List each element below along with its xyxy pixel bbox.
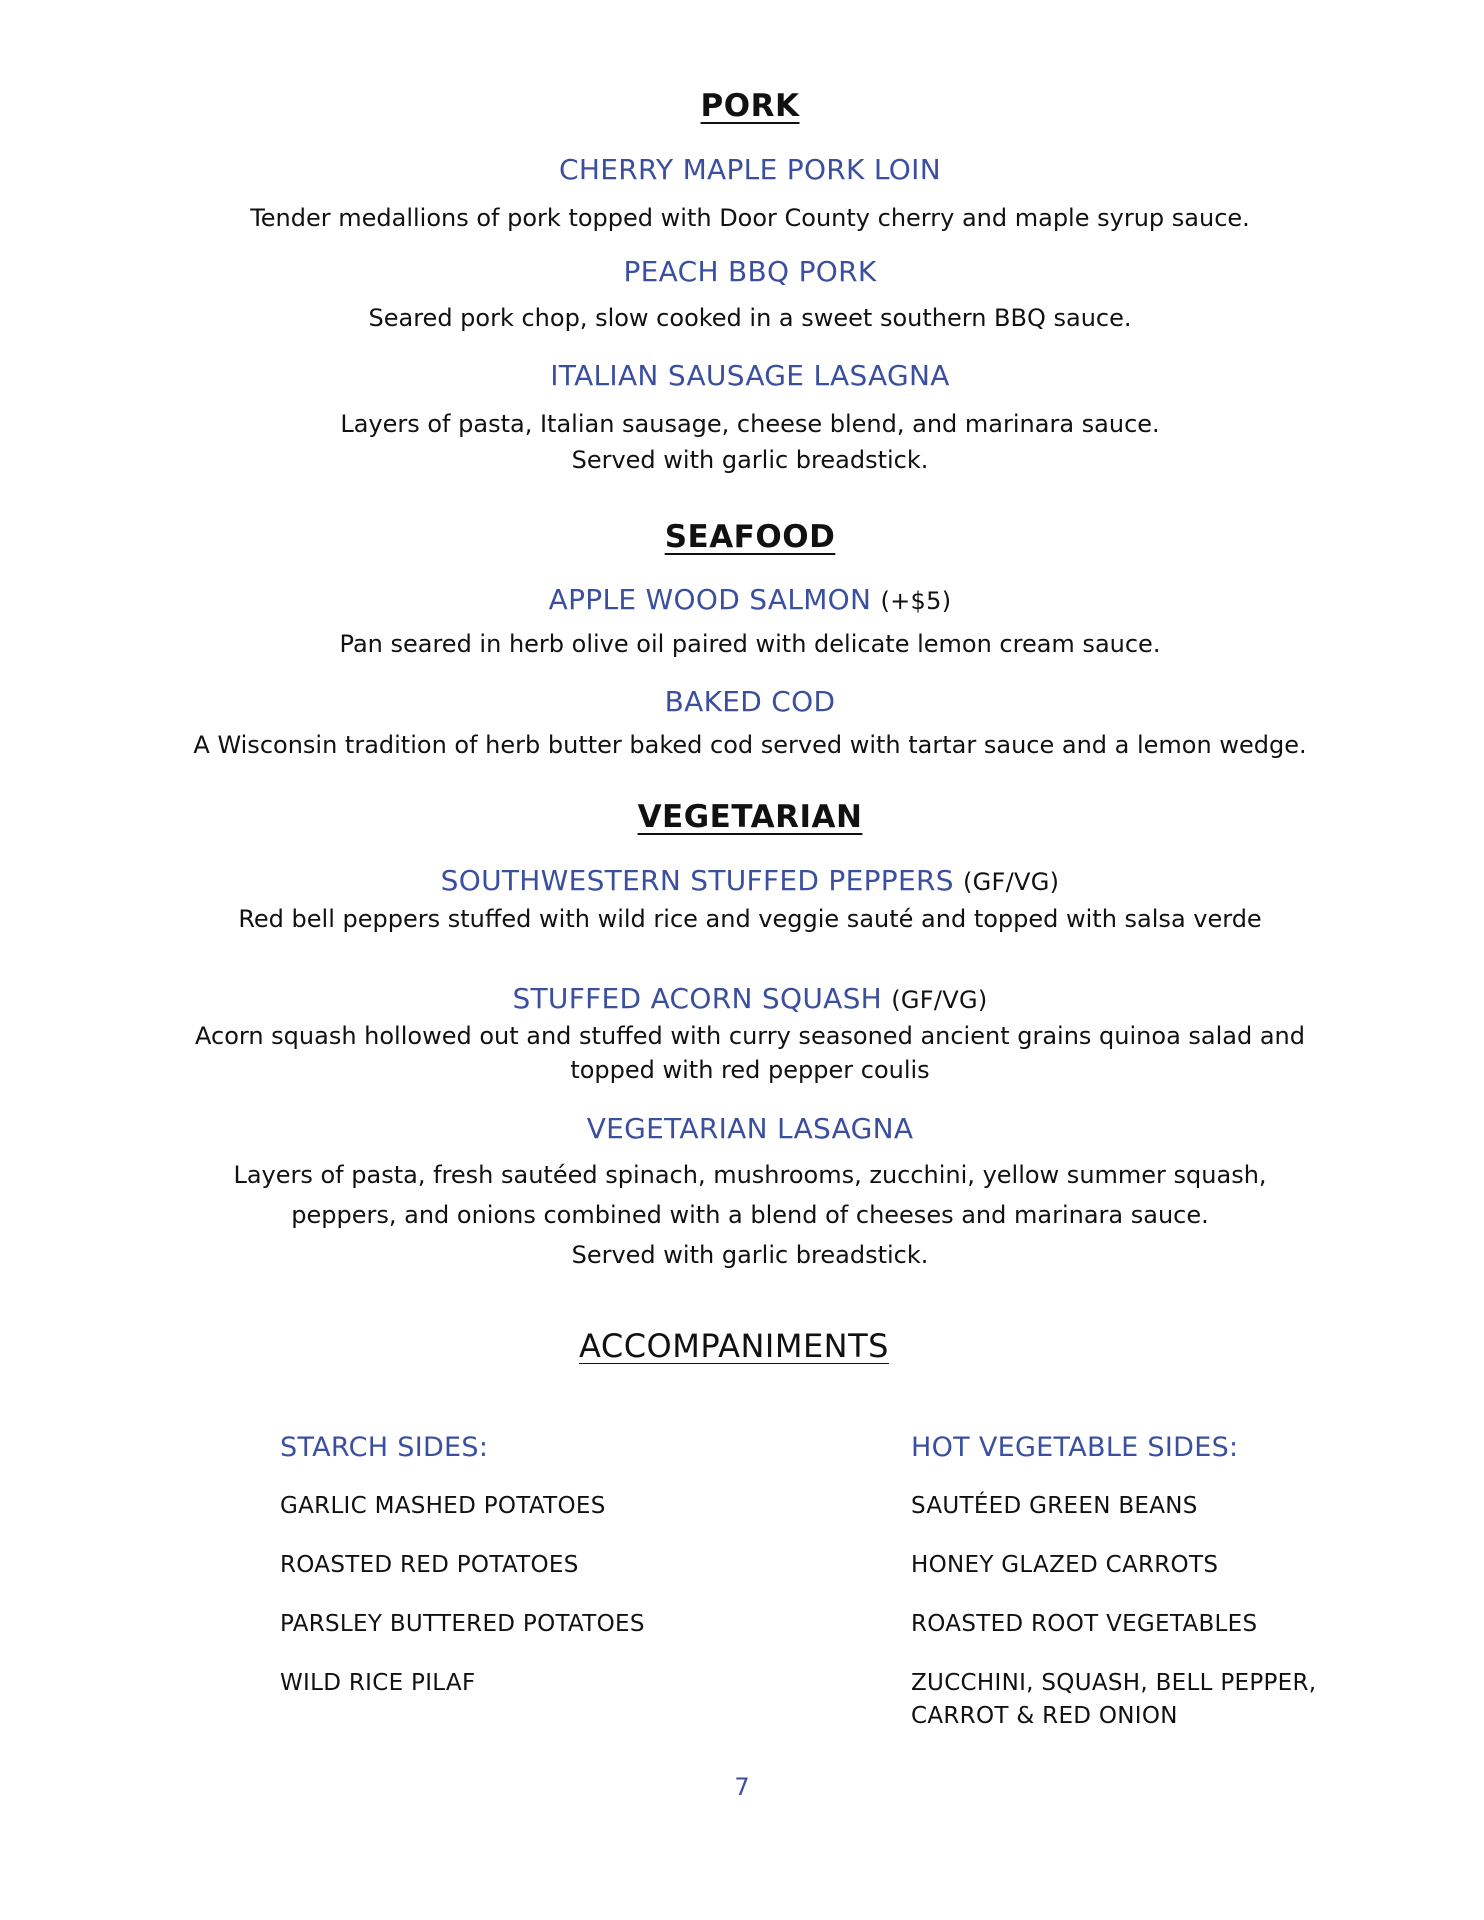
price-note: (+$5) <box>880 587 952 615</box>
side-item: ROASTED RED POTATOES <box>280 1552 579 1578</box>
menu-item-description: Red bell peppers stuffed with wild rice and veggie sauté and topped with salsa verde <box>238 905 1262 933</box>
menu-item-description: Layers of pasta, Italian sausage, cheese blend, and marinara sauce. Served with garlic breadstick. <box>340 410 1160 474</box>
menu-item-name: STUFFED ACORN SQUASH (GF/VG) <box>512 982 988 1015</box>
side-item: ZUCCHINI, SQUASH, BELL PEPPER, CARROT & RED ONION <box>911 1670 1317 1729</box>
side-item: PARSLEY BUTTERED POTATOES <box>280 1611 645 1637</box>
menu-item-name: SOUTHWESTERN STUFFED PEPPERS (GF/VG) <box>440 864 1060 897</box>
starch-sides-list <box>280 1432 645 1726</box>
menu-item-name: APPLE WOOD SALMON (+$5) <box>548 583 952 616</box>
section-title-vegetarian: VEGETARIAN <box>637 799 863 835</box>
vegetable-sides-heading: HOT VEGETABLE SIDES: <box>911 1432 1239 1463</box>
menu-item-description: Tender medallions of pork topped with Door County cherry and maple syrup sauce. <box>250 204 1250 232</box>
page-number: 7 <box>734 1773 750 1801</box>
menu-item-description: A Wisconsin tradition of herb butter baked cod served with tartar sauce and a lemon wedge. <box>193 731 1307 759</box>
side-item: WILD RICE PILAF <box>280 1670 476 1696</box>
menu-item-description: Seared pork chop, slow cooked in a sweet southern BBQ sauce. <box>368 304 1132 332</box>
side-item: SAUTÉED GREEN BEANS <box>911 1493 1198 1519</box>
diet-note: (GF/VG) <box>962 868 1060 896</box>
side-item: HONEY GLAZED CARROTS <box>911 1552 1219 1578</box>
section-title-pork: PORK <box>700 88 800 124</box>
starch-sides-heading: STARCH SIDES: <box>280 1432 489 1463</box>
side-item: GARLIC MASHED POTATOES <box>280 1493 606 1519</box>
diet-note: (GF/VG) <box>891 986 988 1014</box>
side-item: ROASTED ROOT VEGETABLES <box>911 1611 1258 1637</box>
menu-item-description: Acorn squash hollowed out and stuffed with curry seasoned ancient grains quinoa salad and topped with red pepper coulis <box>195 1022 1305 1084</box>
menu-item-description: Layers of pasta, fresh sautéed spinach, mushrooms, zucchini, yellow summer squash, peppers, and onions combined with a blend of cheeses and marinara sauce. Served with garlic breadstick. <box>233 1161 1267 1269</box>
section-title-accompaniments: ACCOMPANIMENTS <box>579 1327 889 1365</box>
menu-item-name: BAKED COD <box>664 685 836 718</box>
menu-item-name: VEGETARIAN LASAGNA <box>586 1112 914 1145</box>
vegetable-sides-list <box>911 1432 1316 1759</box>
menu-item-name: CHERRY MAPLE PORK LOIN <box>559 153 941 186</box>
menu-item-name: ITALIAN SAUSAGE LASAGNA <box>550 359 950 392</box>
menu-item-name: PEACH BBQ PORK <box>623 255 877 288</box>
section-title-seafood: SEAFOOD <box>664 519 836 555</box>
menu-item-description: Pan seared in herb olive oil paired with delicate lemon cream sauce. <box>339 630 1161 658</box>
